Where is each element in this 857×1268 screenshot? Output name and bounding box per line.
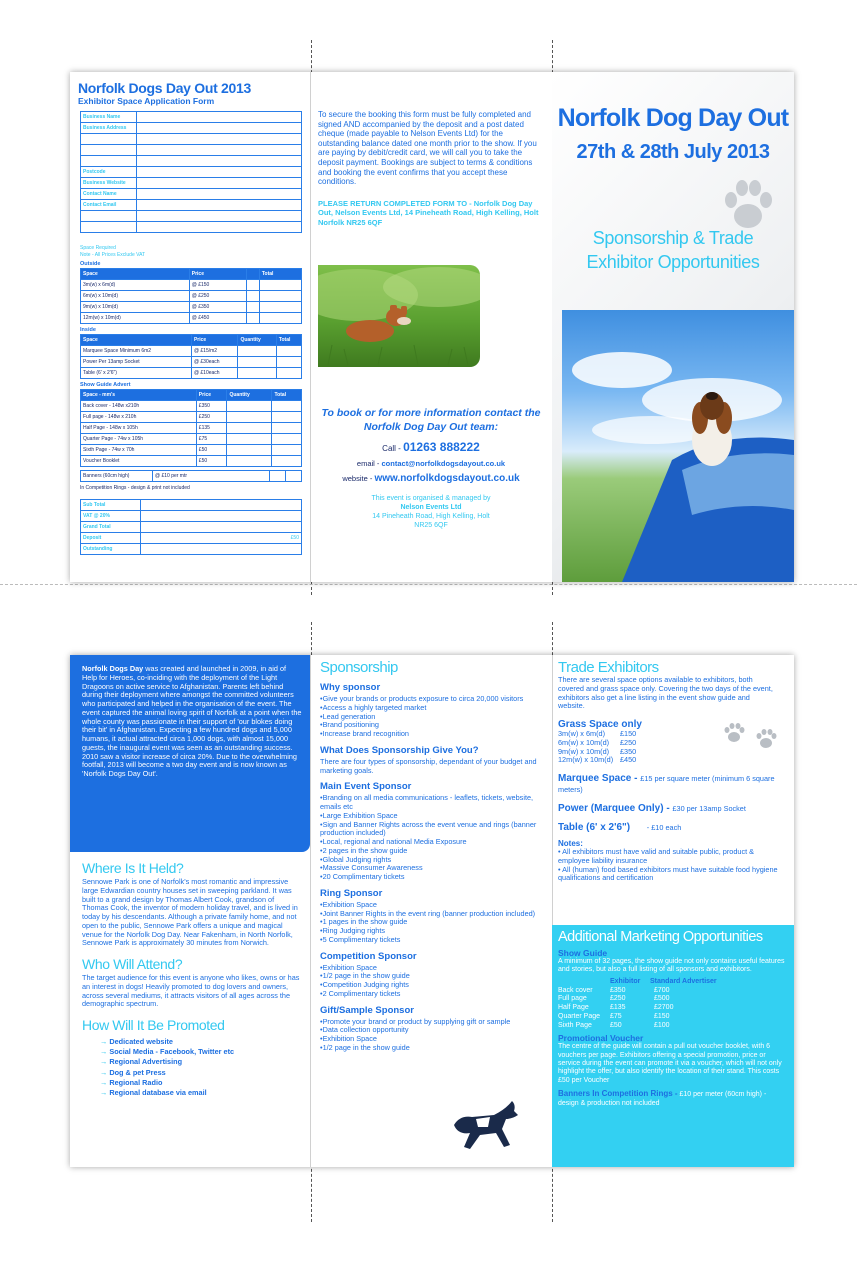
organiser-info: This event is organised & managed by Nelson Events Ltd 14 Pineheath Road, High Kelling, Holt NR25 6QF xyxy=(371,495,491,530)
list-item: • Competition Judging rights xyxy=(320,981,544,990)
contact-heading: To book or for more information contact the Norfolk Dog Day Out team: xyxy=(321,406,541,433)
inside-label: Inside xyxy=(80,327,96,333)
list-item: • Exhibition Space xyxy=(320,901,544,910)
what-text: There are four types of sponsorship, dependant of your budget and marketing goals. xyxy=(320,756,537,775)
form-title: Norfolk Dogs Day Out 2013 xyxy=(78,80,251,96)
vat-note: Note - All Prices Exclude VAT xyxy=(80,252,146,258)
field-label: Business Website xyxy=(81,178,137,189)
list-item: → Dog & pet Press xyxy=(100,1068,310,1078)
list-item: → Regional database via email xyxy=(100,1088,310,1098)
cover-tagline: Sponsorship & Trade Exhibitor Opportunities xyxy=(586,228,760,273)
trade-title: Trade Exhibitors xyxy=(558,659,659,676)
list-item: • Branding on all media communications - leaflets, tickets, website, emails etc xyxy=(320,794,544,812)
marquee-heading: Marquee Space - £15 per square meter (minimum 6 square meters) xyxy=(558,773,775,794)
form-input[interactable] xyxy=(137,112,302,123)
table-row: Back cover £350 £700 xyxy=(558,986,670,994)
inside-space-table: Space Price Quantity Total Marquee Space Minimum 6m2 @ £15/m2 Power Per 13amp Socket @ £30each Table (6' x 2'6") @ £10each xyxy=(80,334,302,379)
list-item: • Joint Banner Rights in the event ring (banner production included) xyxy=(320,910,544,919)
show-guide-text: A minimum of 32 pages, the show guide not only contains useful features and stories, but also a full listing of all sponsors and exhibitors. xyxy=(558,958,785,974)
competition-sponsor-heading: Competition Sponsor xyxy=(320,950,417,962)
who-heading: Who Will Attend? xyxy=(82,956,183,972)
booking-panel xyxy=(310,72,552,582)
show-guide-table: Space - mm's Price Quantity Total Back cover - 148w x210h £350 Full page - 148w x 210h £250 Half Page - 148w x 105h £135 Quarter Page - 74w x 105h £75 Sixth Page - 74w x 70h £50 Voucher Booklet £50 xyxy=(80,389,302,467)
list-item: • Lead generation xyxy=(320,713,544,722)
field-label: Postcode xyxy=(81,167,137,178)
list-item: • 2 pages in the show guide xyxy=(320,847,544,856)
list-item: → Regional Advertising xyxy=(100,1057,310,1067)
dog-in-grass-photo xyxy=(318,265,480,367)
what-heading: What Does Sponsorship Give You? xyxy=(320,744,479,756)
trade-intro: There are several space options available to exhibitors, both covered and grass space only. Covering the two days of the event, exhibitors also get a line listing in the event show guide and website. xyxy=(558,675,773,711)
ring-sponsor-list xyxy=(320,901,544,945)
totals-table: Sub Total VAT @ 20% Grand Total Deposit £50 Outstanding xyxy=(80,499,302,555)
paw-prints-icon xyxy=(724,721,780,751)
outside-label: Outside xyxy=(80,261,101,267)
about-panel xyxy=(70,655,310,1167)
form-input[interactable] xyxy=(137,222,302,233)
field-label: Business Address xyxy=(81,123,137,134)
power-heading: Power (Marquee Only) - £30 per 13amp Socket xyxy=(558,803,746,814)
business-details-table xyxy=(80,111,302,233)
website-line: website - www.norfolkdogsdayout.co.uk xyxy=(342,473,520,485)
grass-heading: Grass Space only xyxy=(558,719,642,730)
list-item: • 1/2 page in the show guide xyxy=(320,972,544,981)
paw-print-icon xyxy=(722,178,774,234)
list-item: • Brand positioning xyxy=(320,721,544,730)
show-guide-label: Show Guide Advert xyxy=(80,382,131,388)
where-text: Sennowe Park is one of Norfolk's most romantic and impressive large Edwardian country houses set in sweeping parkland. It was built to a grand design by Thomas Albert Cook, grandson of Thomas Cook, the inventor of modern holiday travel, and is lived in today by his descendants. Although a private family home, and not open to the public, Sennowe Park offers a unique and magical venue for the Norfolk Dog Day. Near Fakenham, in North Norfolk, Sennowe Park is approximately 30 minutes from Norwich. xyxy=(82,877,298,948)
field-label: Contact Name xyxy=(81,189,137,200)
front-cover xyxy=(552,72,794,582)
outside-space-table: Space Price Total 3m(w) x 6m(d) @ £150 6m(w) x 10m(d) @ £250 9m(w) x 10m(d) @ £350 12m(w) x 10m(d) @ £450 xyxy=(80,268,302,324)
notes-text: • All (human) food based exhibitors must have suitable food hygiene qualifications and certification xyxy=(558,864,778,883)
gift-sponsor-list xyxy=(320,1018,544,1053)
contact-block xyxy=(318,407,544,531)
promo-heading: How Will It Be Promoted xyxy=(82,1017,225,1033)
list-item: • 2 Complimentary tickets xyxy=(320,990,544,999)
phone-line: Call - 01263 888222 xyxy=(382,440,480,455)
list-item: → Social Media - Facebook, Twitter etc xyxy=(100,1047,310,1057)
who-text: The target audience for this event is anyone who likes, owns or has an interest in dogs! Heavily promoted to dog lovers and owners, across several mediums, it attracts visitors of all ages across the demographic spectrum. xyxy=(82,973,300,1009)
list-item: → Dedicated website xyxy=(100,1037,310,1047)
form-input[interactable] xyxy=(137,189,302,200)
phone-number[interactable]: 01263 888222 xyxy=(403,440,480,455)
form-input[interactable] xyxy=(137,211,302,222)
list-item: • Exhibition Space xyxy=(320,1035,544,1044)
grass-row: 12m(w) x 10m(d) £450 xyxy=(558,755,637,765)
cover-title: Norfolk Dog Day Out xyxy=(557,104,789,132)
list-item: • Access a highly targeted market xyxy=(320,704,544,713)
list-item: • Promote your brand or product by supplying gift or sample xyxy=(320,1018,544,1027)
list-item: → Regional Radio xyxy=(100,1078,310,1088)
list-item: • Massive Consumer Awareness xyxy=(320,864,544,873)
ring-sponsor-heading: Ring Sponsor xyxy=(320,887,383,899)
competition-sponsor-list xyxy=(320,964,544,999)
show-guide-heading: Show Guide xyxy=(558,948,608,958)
email-link[interactable]: contact@norfolkdogsdayout.co.uk xyxy=(381,459,506,469)
list-item: • 5 Complimentary tickets xyxy=(320,936,544,945)
form-input[interactable] xyxy=(137,200,302,211)
table-row: Full page £250 £500 xyxy=(558,995,670,1003)
sponsorship-title: Sponsorship xyxy=(320,659,398,676)
form-input[interactable] xyxy=(137,145,302,156)
form-input[interactable] xyxy=(137,134,302,145)
dog-in-car-photo xyxy=(562,310,794,582)
booking-terms: To secure the booking this form must be fully completed and signed AND accompanied by the deposit and a post dated cheque (made payable to Nelson Events Ltd) for the outstanding balance dated one month prior to the show. If you are paying by debit/credit card, we will call you to take the deposit payment. Bookings are subject to terms & conditions and booking the event confirms that you accept these conditions. xyxy=(318,110,537,187)
form-input[interactable] xyxy=(137,123,302,134)
list-item: • Increase brand recognition xyxy=(320,730,544,739)
marketing-box xyxy=(552,925,794,1167)
list-item: • 1/2 page in the show guide xyxy=(320,1044,544,1053)
list-item: • Sign and Banner Rights across the event venue and rings (banner production included) xyxy=(320,821,544,839)
banner-table: Banners (60cm high) @ £10 per mtr xyxy=(80,470,302,482)
field-label: Business Name xyxy=(81,112,137,123)
grass-row: 9m(w) x 10m(d) £350 xyxy=(558,746,637,756)
advert-rates: Exhibitor Standard Advertiser Back cover £350 £700 Full page £250 £500 Half Page £135 £2700 Quarter Page £75 £150 Sixth Page £50 £100 xyxy=(558,978,786,1031)
list-item: • 1 pages in the show guide xyxy=(320,918,544,927)
website-link[interactable]: www.norfolkdogsdayout.co.uk xyxy=(374,473,520,485)
list-item: • 20 Complimentary tickets xyxy=(320,873,544,882)
form-subtitle: Exhibitor Space Application Form xyxy=(78,96,215,106)
sponsorship-panel xyxy=(310,655,552,1167)
table-heading: Table (6' x 2'6") - £10 each xyxy=(558,822,682,833)
list-item: • Large Exhibition Space xyxy=(320,812,544,821)
running-dog-icon xyxy=(450,1095,520,1153)
list-item: • Local, regional and national Media Exposure xyxy=(320,838,544,847)
brochure-inside-sheet xyxy=(70,655,794,1167)
brochure-outside-sheet xyxy=(70,72,794,582)
grass-row: 3m(w) x 6m(d) £150 xyxy=(558,729,637,738)
banner-note: In Competition Rings - design & print not included xyxy=(80,485,190,491)
form-input[interactable] xyxy=(137,167,302,178)
table-row: Half Page £135 £2700 xyxy=(558,1004,674,1012)
main-sponsor-list xyxy=(320,794,544,882)
main-sponsor-heading: Main Event Sponsor xyxy=(320,781,412,793)
trade-panel xyxy=(552,655,794,1167)
voucher-heading: Promotional Voucher xyxy=(558,1033,644,1044)
voucher-text: The centre of the guide will contain a pull out voucher booklet, with 6 vouchers per page. Exhibitors offering a special promotion, price or service during the event can promote it via a voucher, which will not only highlight the offer, but also identify the location of their stand. This costs £50 per Voucher xyxy=(558,1043,782,1084)
application-form xyxy=(70,72,310,582)
grass-row: 6m(w) x 10m(d) £250 xyxy=(558,737,637,747)
banners-line: Banners In Competition Rings - £10 per meter (60cm high) - design & production not included xyxy=(558,1089,767,1107)
list-item: • Give your brands or products exposure to circa 20,000 visitors xyxy=(320,695,544,704)
list-item: • Ring Judging rights xyxy=(320,927,544,936)
intro-box: Norfolk Dogs Day was created and launched in 2009, in aid of Help for Heroes, co-inciding with the deployment of the Light Dragoons on active service to Afghanistan. Parents left behind during their deployment where amongst the committed volunteers who participated and helped in the organisation of the event. The event captured the animal loving spirit of Norfolk at a point when the whole county was passionate in their support of 'our blokes doing their bit' in Afghanistan. Expecting a few hundred dogs and 5,000 humans, it actual attracted circa 1,000 dogs, with almost 15,000 guests, the inaugural event was seen as an outstanding success. 2010 saw a visitor increase of circa 20%. Due to the overwhelming footfall, 2013 will become a two day event and is now known as 'Norfolk Dogs Day Out'. xyxy=(70,655,310,852)
notes-text: • All exhibitors must have valid and suitable public, product & employee liability insurance xyxy=(558,847,755,865)
promo-list xyxy=(100,1037,310,1098)
space-required-note: Space Required xyxy=(80,245,116,251)
cover-date: 27th & 28th July 2013 xyxy=(576,141,770,163)
gift-sponsor-heading: Gift/Sample Sponsor xyxy=(320,1004,414,1016)
why-list xyxy=(320,695,544,739)
trim-guide xyxy=(0,584,857,585)
where-heading: Where Is It Held? xyxy=(82,860,184,876)
table-row: Sixth Page £50 £100 xyxy=(558,1021,670,1029)
email-line: email - contact@norfolkdogsdayout.co.uk xyxy=(356,459,506,469)
list-item: • Data collection opportunity xyxy=(320,1026,544,1035)
return-address: PLEASE RETURN COMPLETED FORM TO - Norfolk Dog Day Out, Nelson Events Ltd, 14 Pineheath Road, High Kelling, Holt Norfolk NR25 6QF xyxy=(318,198,539,227)
notes-heading: Notes: xyxy=(558,839,583,848)
list-item: • Exhibition Space xyxy=(320,964,544,973)
form-input[interactable] xyxy=(137,156,302,167)
table-row: Quarter Page £75 £150 xyxy=(558,1012,670,1020)
form-input[interactable] xyxy=(137,178,302,189)
why-heading: Why sponsor xyxy=(320,682,381,693)
field-label: Contact Email xyxy=(81,200,137,211)
marketing-title: Additional Marketing Opportunities xyxy=(558,929,763,945)
list-item: • Global Judging rights xyxy=(320,856,544,865)
